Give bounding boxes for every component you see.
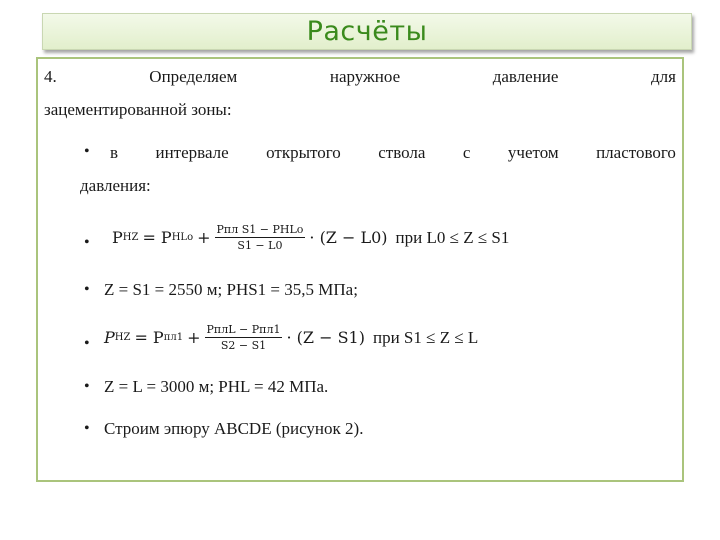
intro-line — [44, 67, 676, 87]
item5-line: Z = L = 3000 м; PHL = 42 МПа. — [104, 377, 329, 396]
formula2-tail: · (Z − S1) — [286, 328, 365, 347]
formula2-lhs-sub: HZ — [114, 332, 131, 343]
title-bar — [42, 13, 692, 50]
formula1-p-sub: HLo — [171, 232, 194, 243]
bullet: • — [84, 378, 90, 395]
step-number: 4. — [44, 67, 57, 86]
formula2-p-sub: пл1 — [163, 332, 184, 343]
intro-word: наружное — [329, 67, 401, 86]
formula1-denominator: S1 − L0 — [237, 239, 283, 252]
item1-line — [110, 143, 676, 163]
item1-word: учетом — [507, 143, 559, 162]
formula1-numerator: Pпл S1 − PHLo — [216, 223, 304, 236]
intro-line-2: зацементированной зоны: — [44, 100, 232, 119]
item1-word: с — [462, 143, 471, 162]
bullet: • — [84, 234, 90, 251]
page-title: Расчёты — [306, 16, 428, 47]
bullet: • — [84, 335, 90, 352]
item1-word: открытого — [266, 143, 341, 162]
item3-line: Z = S1 = 2550 м; PHS1 = 35,5 МПа; — [104, 280, 358, 299]
formula1-fraction — [215, 222, 306, 253]
item1-word: ствола — [378, 143, 426, 162]
formula2-lhs: P — [104, 328, 115, 347]
item1-word: пластового — [596, 143, 676, 162]
intro-word: Определяем — [149, 67, 238, 86]
formula1-plus: + — [197, 228, 211, 247]
formula1-lhs: P — [112, 228, 123, 247]
formula2-plus: + — [187, 328, 201, 347]
formula2-eq: = P — [134, 328, 164, 347]
intro-word: для — [651, 67, 676, 86]
item1-line-2: давления: — [80, 176, 151, 195]
formula-1 — [112, 222, 509, 253]
formula1-condition: при L0 ≤ Z ≤ S1 — [395, 227, 510, 247]
bullet: • — [84, 281, 90, 298]
formula2-condition: при S1 ≤ Z ≤ L — [372, 327, 479, 347]
formula2-denominator: S2 − S1 — [220, 339, 267, 352]
item1-word: в — [110, 143, 119, 162]
formula1-lhs-sub: HZ — [122, 232, 139, 243]
formula-2 — [104, 322, 478, 353]
formula1-tail: · (Z − L0) — [309, 228, 388, 247]
bullet: • — [84, 420, 90, 437]
item6-line: Строим эпюру ABCDE (рисунок 2). — [104, 419, 364, 438]
formula2-fraction — [205, 322, 283, 353]
formula1-eq: = P — [142, 228, 172, 247]
intro-word: давление — [492, 67, 559, 86]
formula2-numerator: PплL − Pпл1 — [206, 323, 281, 336]
item1-word: интервале — [155, 143, 229, 162]
bullet: • — [84, 143, 90, 160]
